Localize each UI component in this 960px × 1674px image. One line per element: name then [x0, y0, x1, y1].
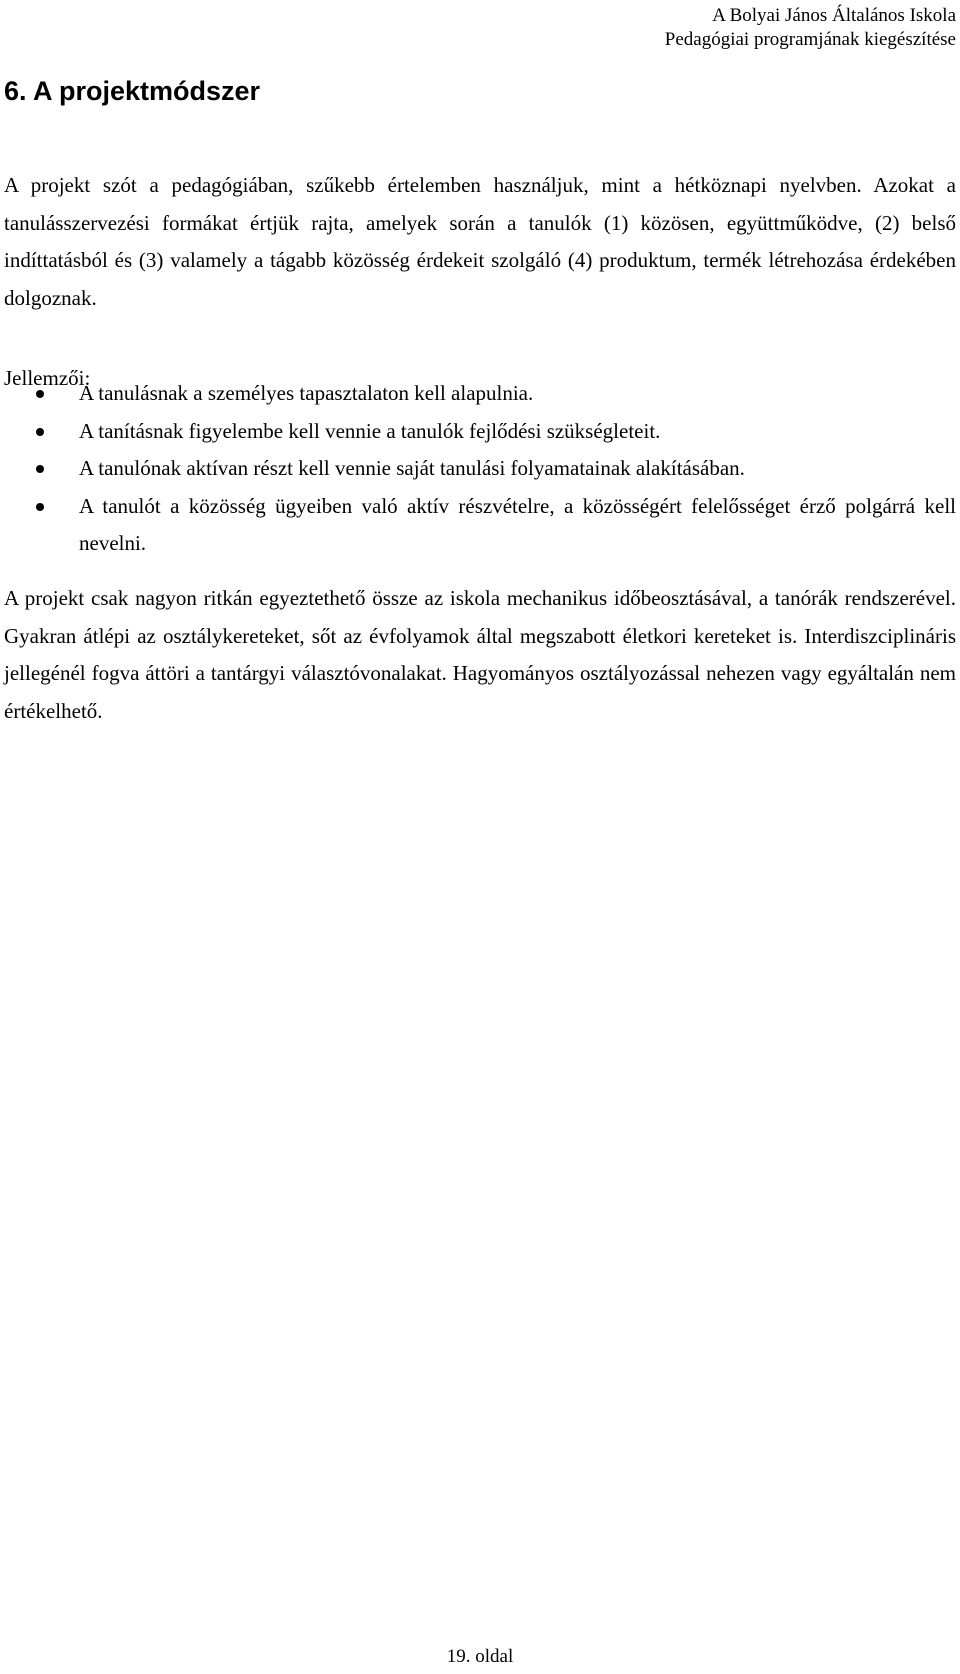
bullet-icon: [36, 428, 44, 436]
list-item-text: A tanulót a közösség ügyeiben való aktív részvételre, a közösségért felelősséget érző polgárrá kell nevelni.: [79, 493, 956, 555]
header-document-title: Pedagógiai programjának kiegészítése: [664, 29, 956, 50]
bullet-icon: [36, 390, 44, 398]
intro-paragraph: A projekt szót a pedagógiában, szűkebb értelemben használjuk, mint a hétköznapi nyelvben. Azokat a tanulásszervezési formákat értjük rajta, amelyek során a tanulók (1) közösen, együttműködve, (2) belső indíttatásból és (3) valamely a tágabb közösség érdekeit szolgáló (4) produktum, termék létrehozása érdekében dolgoznak.: [4, 173, 956, 310]
bullet-icon: [36, 465, 44, 473]
characteristics-label: Jellemzői:: [4, 366, 91, 390]
characteristics-list: [0, 375, 956, 563]
bullet-icon: [36, 503, 44, 511]
section-title: 6. A projektmódszer: [4, 76, 261, 106]
list-item: [0, 450, 956, 488]
list-item-text: A tanulónak aktívan részt kell vennie saját tanulási folyamatainak alakításában.: [79, 456, 745, 480]
header-school-name: A Bolyai János Általános Iskola: [712, 5, 956, 26]
closing-paragraph: A projekt csak nagyon ritkán egyeztethető össze az iskola mechanikus időbeosztásával, a tanórák rendszerével. Gyakran átlépi az osztálykereteket, sőt az évfolyamok által megszabott életkori kereteket is. Interdiszciplináris jellegénél fogva áttöri a tantárgyi választóvonalakat. Hagyományos osztályozással nehezen vagy egyáltalán nem értékelhető.: [4, 586, 956, 723]
page-header: [665, 4, 956, 52]
list-item: [0, 413, 956, 451]
list-item: [0, 488, 956, 563]
page-number: 19. oldal: [446, 1646, 514, 1667]
list-item-text: A tanulásnak a személyes tapasztalaton kell alapulnia.: [79, 381, 534, 405]
list-item: [0, 375, 956, 413]
list-item-text: A tanításnak figyelembe kell vennie a tanulók fejlődési szükségleteit.: [79, 418, 661, 443]
